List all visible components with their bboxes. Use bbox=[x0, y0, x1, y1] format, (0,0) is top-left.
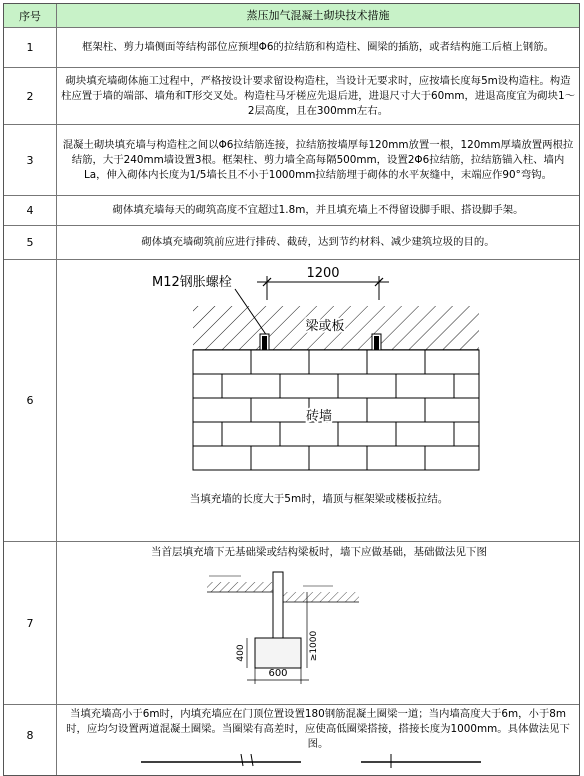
row-figure-cell bbox=[57, 260, 579, 541]
table-row bbox=[4, 226, 579, 260]
brick bbox=[367, 398, 425, 422]
brick bbox=[309, 350, 367, 374]
table-row bbox=[4, 260, 579, 542]
wall-label: 砖墙 bbox=[305, 409, 333, 424]
footing bbox=[255, 638, 301, 668]
brick bbox=[222, 374, 280, 398]
row-number: 3 bbox=[4, 125, 57, 195]
row-text: 当填充墙的长度大于5m时，墙顶与框架梁或楼板拉结。 bbox=[189, 493, 449, 505]
row-number: 6 bbox=[4, 260, 57, 541]
brick bbox=[280, 422, 338, 446]
ring-beam-figure-top bbox=[61, 754, 579, 768]
table-row bbox=[4, 125, 579, 196]
table-row bbox=[4, 68, 579, 125]
footing-height-label: 400 bbox=[236, 644, 246, 662]
row-text: 砌体填充墙砌筑前应进行排砖、截砖，达到节约材料、减少建筑垃圾的目的。 bbox=[141, 236, 495, 248]
row-text: 当首层填充墙下无基础梁或结构梁板时，墙下应做基础，基础做法见下图 bbox=[151, 546, 487, 558]
brick-wall bbox=[193, 350, 479, 470]
row-text-cell bbox=[57, 705, 579, 775]
brick bbox=[251, 398, 309, 422]
brick bbox=[338, 422, 396, 446]
brick bbox=[280, 374, 338, 398]
row-text: 混凝土砌块填充墙与构造柱之间以Φ6拉结筋连接，拉结筋按墙厚每120mm放置一根，120mm厚墙放置两根拉结筋，大于240mm墙设置3根。框架柱、剪力墙全高每隔500mm，设置2Φ6拉结筋，拉结筋锚入柱、墙内La，伸入砌体内长度为1/5墙长且不小于1000mm拉结筋埋于砌体的水平灰缝中，末端应作90°弯钩。 bbox=[62, 138, 574, 181]
brick bbox=[454, 374, 479, 398]
brick bbox=[193, 446, 251, 470]
brick bbox=[222, 422, 280, 446]
table-row bbox=[4, 542, 579, 705]
floor-right bbox=[283, 592, 359, 602]
brick bbox=[367, 446, 425, 470]
brick bbox=[251, 446, 309, 470]
span-label: 1200 bbox=[306, 266, 340, 281]
row-number: 2 bbox=[4, 68, 57, 124]
brick bbox=[193, 422, 222, 446]
foundation-figure bbox=[57, 542, 579, 704]
table-row bbox=[4, 705, 579, 775]
row-number: 5 bbox=[4, 226, 57, 259]
table-row bbox=[4, 196, 579, 226]
floor-left bbox=[207, 582, 273, 592]
bolt-label: M12钢胀螺栓 bbox=[152, 275, 232, 290]
beam-label: 梁或板 bbox=[305, 319, 345, 334]
table-row bbox=[4, 28, 579, 68]
brick bbox=[425, 446, 479, 470]
row-number: 7 bbox=[4, 542, 57, 704]
row-number: 1 bbox=[4, 28, 57, 67]
brick bbox=[425, 398, 479, 422]
width-label: 600 bbox=[268, 668, 288, 679]
row-text: 砌块填充墙砌体施工过程中，严格按设计要求留设构造柱，当设计无要求时，应按墙长度每5m设构造柱。构造柱应置于墙的端部、墙角和T形交叉处。构造柱马牙槎应先退后进，进退尺寸大于60mm，进退高度宜为砌块1～2层高度，且在300mm左右。 bbox=[61, 74, 575, 117]
brick bbox=[425, 350, 479, 374]
header-serial: 序号 bbox=[4, 4, 57, 27]
technical-measures-table bbox=[3, 3, 580, 776]
brick bbox=[396, 422, 454, 446]
brick bbox=[251, 350, 309, 374]
brick bbox=[193, 350, 251, 374]
depth-label: ≥1000 bbox=[309, 630, 319, 662]
brick bbox=[338, 374, 396, 398]
brick bbox=[193, 374, 222, 398]
brick bbox=[367, 350, 425, 374]
row-text: 框架柱、剪力墙侧面等结构部位应预埋Φ6的拉结筋和构造柱、圈梁的插筋，或者结构施工后植上钢筋。 bbox=[82, 41, 554, 53]
row-figure-cell bbox=[57, 542, 579, 704]
brick bbox=[309, 446, 367, 470]
brick bbox=[454, 422, 479, 446]
row-text: 当填充墙高小于6m时，内填充墙应在门顶位置设置180钢筋混凝土圈梁一道；当内墙高度大于6m，小于8m时，应均匀设置两道混凝土圈梁。当圈梁有高差时，应使高低圈梁搭接，搭接长度为1000mm。具体做法见下图。 bbox=[66, 708, 570, 750]
wall-top-anchor-figure bbox=[57, 260, 579, 541]
brick bbox=[193, 398, 251, 422]
table-header bbox=[4, 4, 579, 28]
row-number: 8 bbox=[4, 705, 57, 775]
row-number: 4 bbox=[4, 196, 57, 225]
row-text: 砌体填充墙每天的砌筑高度不宜超过1.8m，并且填充墙上不得留设脚手眼、搭设脚手架。 bbox=[112, 204, 524, 216]
brick bbox=[396, 374, 454, 398]
header-title: 蒸压加气混凝土砌块技术措施 bbox=[246, 9, 390, 22]
